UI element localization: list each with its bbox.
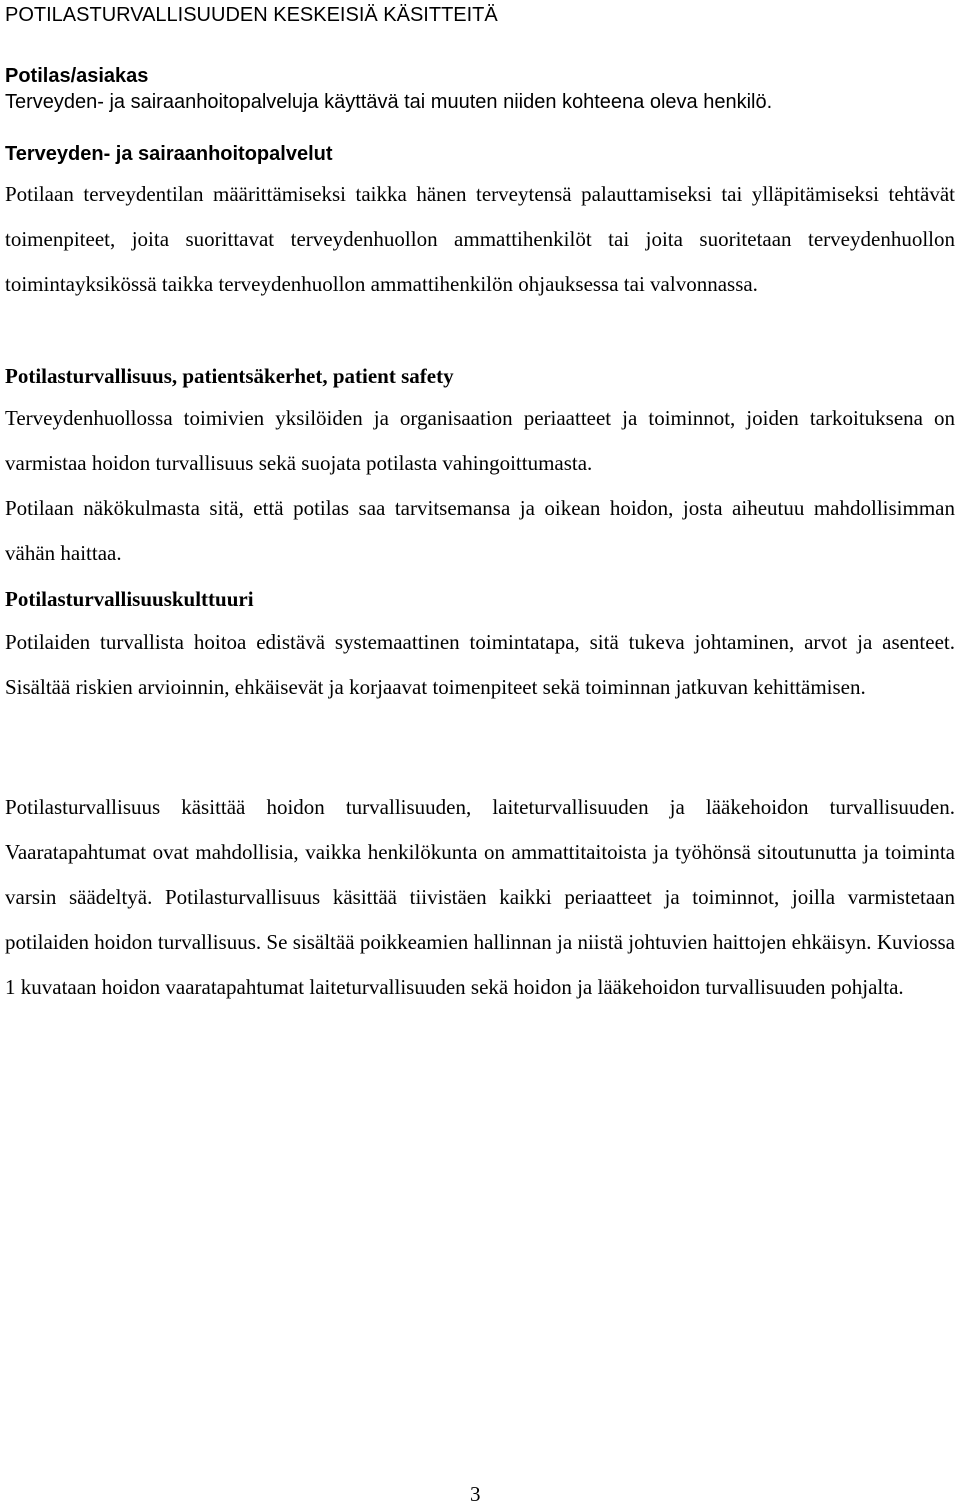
- definition-potilasturvallisuus-paragraph-1: Terveydenhuollossa toimivien yksilöiden ja organisaation periaatteet ja toiminnot, joiden tarkoituksena on varmistaa hoidon turvallisuus sekä suojata potilasta vahingoittumasta.: [5, 406, 955, 475]
- definition-potilas-asiakas: Terveyden- ja sairaanhoitopalveluja käyttävä tai muuten niiden kohteena oleva henkilö.: [5, 91, 773, 113]
- page-number: 3: [470, 1482, 481, 1506]
- heading-terveyden-ja-sairaanhoitopalvelut: Terveyden- ja sairaanhoitopalvelut: [5, 143, 333, 165]
- page-title: POTILASTURVALLISUUDEN KESKEISIÄ KÄSITTEITÄ: [5, 4, 498, 26]
- closing-paragraph: Potilasturvallisuus käsittää hoidon turvallisuuden, laiteturvallisuuden ja lääkehoidon turvallisuuden. Vaaratapahtumat ovat mahdollisia, vaikka henkilökunta on ammattitaitoista ja työhönsä sitoutunutta ja toiminta varsin säädeltyä. Potilasturvallisuus käsittää tiivistäen kaikki periaatteet ja toiminnot, joilla varmistetaan potilaiden hoidon turvallisuus. Se sisältää poikkeamien hallinnan ja niistä johtuvien haittojen ehkäisyn. Kuviossa 1 kuvataan hoidon vaaratapahtumat laiteturvallisuuden sekä hoidon ja lääkehoidon turvallisuuden pohjalta.: [5, 795, 955, 999]
- heading-potilasturvallisuuskulttuuri: Potilasturvallisuuskulttuuri: [5, 587, 254, 611]
- heading-potilasturvallisuus: Potilasturvallisuus, patientsäkerhet, patient safety: [5, 364, 454, 388]
- definition-potilasturvallisuus-paragraph-2: Potilaan näkökulmasta sitä, että potilas saa tarvitsemansa ja oikean hoidon, josta aiheutuu mahdollisimman vähän haittaa.: [5, 496, 955, 565]
- heading-potilas-asiakas: Potilas/asiakas: [5, 65, 149, 87]
- definition-potilasturvallisuuskulttuuri: Potilaiden turvallista hoitoa edistävä systemaattinen toimintatapa, sitä tukeva johtaminen, arvot ja asenteet. Sisältää riskien arvioinnin, ehkäisevät ja korjaavat toimenpiteet sekä toiminnan jatkuvan kehittämisen.: [5, 630, 955, 699]
- definition-terveyden-ja-sairaanhoitopalvelut: Potilaan terveydentilan määrittämiseksi taikka hänen terveytensä palauttamiseksi tai ylläpitämiseksi tehtävät toimenpiteet, joita suorittavat terveydenhuollon ammattihenkilöt tai joita suoritetaan terveydenhuollon toimintayksikössä taikka terveydenhuollon ammattihenkilön ohjauksessa tai valvonnassa.: [5, 182, 955, 296]
